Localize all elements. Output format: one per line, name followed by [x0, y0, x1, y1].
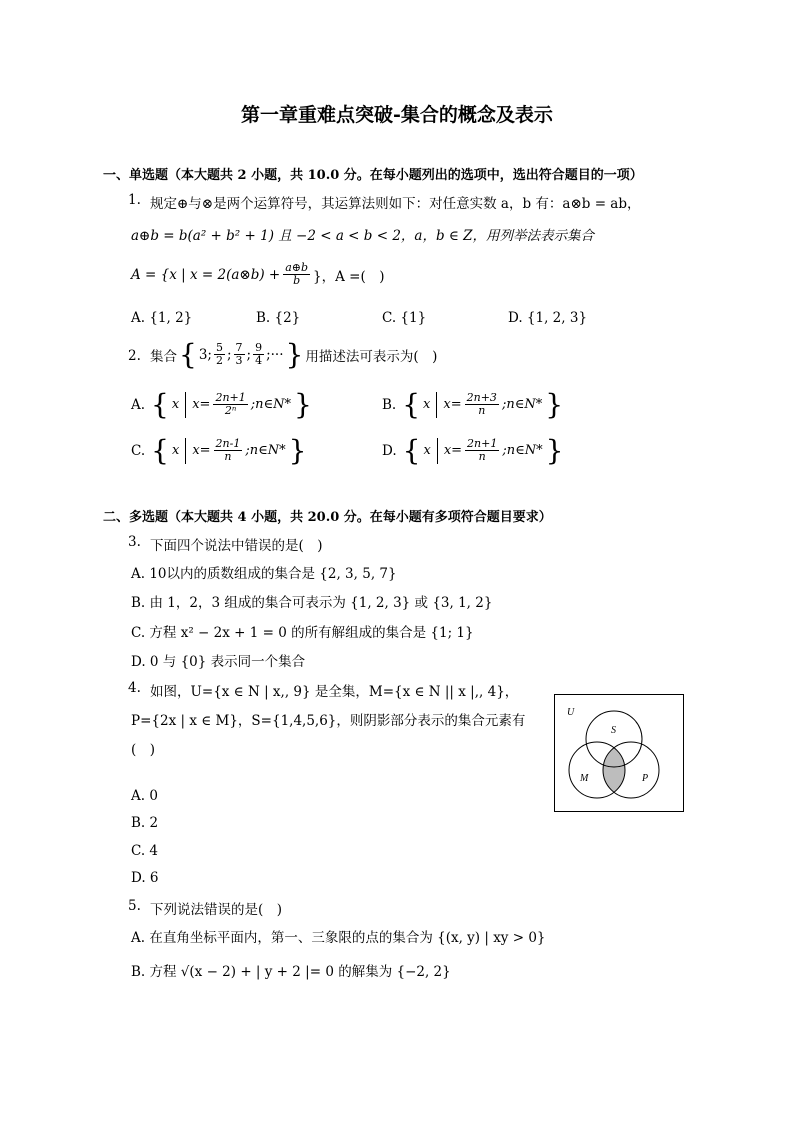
q2-option-c-label: C.	[131, 442, 146, 459]
q2-frac-3	[253, 342, 264, 367]
set-var: x	[171, 443, 180, 458]
q2-d-den: n	[478, 450, 486, 463]
q2-a-den: 2ⁿ	[224, 404, 237, 417]
q2-frac-3-den: 4	[255, 354, 263, 367]
set-var: x	[423, 397, 431, 412]
right-brace-icon: }	[545, 434, 564, 467]
q2-option-b-label: B.	[382, 396, 397, 413]
q1-line3	[131, 262, 385, 287]
set-bar	[437, 438, 438, 464]
q2-set-first: 3;	[198, 346, 212, 363]
q1-line1: 规定⊕与⊗是两个运算符号，其运算法则如下：对任意实数 a，b 有：a⊗b = ab，	[150, 196, 641, 212]
q2-a-frac	[213, 392, 247, 417]
label-p: P	[642, 773, 649, 784]
set-var: x	[423, 443, 431, 458]
set-xeq: x=	[443, 443, 463, 458]
q1-option-a[interactable]: A. {1, 2}	[131, 310, 193, 326]
q1-fraction	[283, 262, 310, 287]
q1-frac-num: a⊕b	[285, 261, 309, 274]
q4-number: 4.	[128, 680, 141, 696]
q2-option-a-set	[151, 388, 312, 421]
q2-d-num: 2n+1	[467, 437, 498, 450]
q3-number: 3.	[128, 534, 141, 550]
q2-option-a[interactable]	[131, 388, 312, 421]
q2-text-pre: 集合	[150, 348, 177, 365]
q1-option-b[interactable]: B. {2}	[256, 310, 301, 326]
q2-frac-1-num: 5	[215, 341, 223, 354]
set-xeq: x=	[192, 443, 211, 458]
q2-text-post: 用描述法可表示为( )	[305, 348, 438, 365]
label-m: M	[580, 773, 589, 784]
q2-c-den: n	[224, 450, 232, 463]
set-bar	[436, 392, 437, 418]
q1-frac-den: b	[293, 274, 301, 287]
right-brace-icon: }	[288, 434, 307, 467]
section-2-heading: 二、多选题（本大题共 4 小题，共 20.0 分。在每小题有多项符合题目要求）	[103, 510, 552, 525]
q1-set-tail: }，A =( )	[313, 268, 385, 285]
q2-stem: 集合 { 3; $\frac{5}{2}$ ; $\frac{7}{3}$ ; $\frac{9}{4}$ ;··· } 用描述法可表示为( )	[150, 338, 438, 371]
q4-line3: ( )	[131, 742, 156, 758]
q1-set-expr: A = {x | x = 2(a⊗b) +	[131, 266, 281, 283]
q3-option-a[interactable]: A. 10以内的质数组成的集合是 {2, 3, 5, 7}	[131, 566, 397, 582]
q2-frac-2-num: 7	[235, 341, 243, 354]
q2-option-d-label: D.	[382, 442, 397, 459]
q2-c-frac	[214, 438, 243, 463]
q5-option-b[interactable]: B. 方程 √(x − 2) + | y + 2 |= 0 的解集为 {−2, 2}	[131, 964, 451, 980]
set-xeq: x=	[192, 397, 211, 412]
q4-line2: P={2x | x ∈ M}，S={1,4,5,6}，则阴影部分表示的集合元素有	[131, 713, 526, 729]
q2-frac-2	[234, 342, 245, 367]
label-s: S	[611, 725, 616, 736]
q3-option-d[interactable]: D. 0 与 {0} 表示同一个集合	[131, 654, 306, 670]
q4-option-d[interactable]: D. 6	[131, 870, 159, 886]
q2-d-frac	[465, 438, 499, 463]
set-var: x	[171, 397, 180, 412]
left-brace-icon: {	[402, 388, 421, 421]
q1-option-c[interactable]: C. {1}	[382, 310, 427, 326]
left-brace-icon: {	[179, 338, 197, 371]
q2-number: 2.	[128, 348, 141, 364]
q2-option-d-set	[403, 434, 564, 467]
q2-option-b[interactable]	[382, 388, 563, 421]
q2-option-c[interactable]	[131, 434, 306, 467]
label-u: U	[567, 707, 575, 718]
right-brace-icon: }	[545, 388, 564, 421]
q3-stem: 下面四个说法中错误的是( )	[150, 538, 323, 554]
right-brace-icon: }	[285, 338, 304, 371]
set-cond: ;n∈N*	[245, 443, 286, 458]
page-title: 第一章重难点突破-集合的概念及表示	[241, 104, 553, 126]
q4-option-c[interactable]: C. 4	[131, 843, 159, 859]
section-1-heading: 一、单选题（本大题共 2 小题，共 10.0 分。在每小题列出的选项中，选出符合题目的一项）	[103, 168, 643, 183]
venn-diagram	[554, 694, 684, 812]
q2-option-a-label: A.	[131, 396, 146, 413]
q2-c-num: 2n-1	[215, 437, 241, 450]
q2-a-num: 2n+1	[215, 391, 246, 404]
venn-svg	[555, 695, 683, 811]
q2-option-c-set	[151, 434, 306, 467]
set-bar	[185, 392, 186, 418]
q1-option-d[interactable]: D. {1, 2, 3}	[508, 310, 588, 326]
set-bar	[185, 438, 186, 464]
set-xeq: x=	[443, 397, 462, 412]
q3-option-c[interactable]: C. 方程 x² − 2x + 1 = 0 的所有解组成的集合是 {1; 1}	[131, 625, 474, 641]
q2-b-frac	[465, 392, 499, 417]
q2-option-d[interactable]	[382, 434, 563, 467]
q2-frac-1-den: 2	[215, 354, 223, 367]
q2-frac-3-num: 9	[255, 341, 263, 354]
set-cond: ;n∈N*	[502, 443, 543, 458]
q5-stem: 下列说法错误的是( )	[150, 902, 283, 918]
q2-set-tail: ;···	[266, 346, 284, 363]
left-brace-icon: {	[151, 434, 169, 467]
q1-line2: a⊕b = b(a² + b² + 1) 且 −2 < a < b < 2，a，b ∈ Z，用列举法表示集合	[131, 228, 595, 244]
q5-number: 5.	[128, 898, 141, 914]
q3-option-b[interactable]: B. 由 1，2，3 组成的集合可表示为 {1, 2, 3} 或 {3, 1, 2}	[131, 595, 493, 611]
q2-frac-2-den: 3	[235, 354, 243, 367]
q5-option-a[interactable]: A. 在直角坐标平面内，第一、三象限的点的集合为 {(x, y) | xy > 0}	[131, 930, 546, 946]
q4-option-b[interactable]: B. 2	[131, 815, 159, 831]
right-brace-icon: }	[294, 388, 312, 421]
left-brace-icon: {	[402, 434, 421, 467]
set-cond: ;n∈N*	[250, 397, 292, 412]
q4-line1: 如图，U={x ∈ N | x,, 9} 是全集，M={x ∈ N || x |,, 4}，	[150, 684, 519, 700]
q2-frac-1	[214, 342, 225, 367]
q2-option-b-set	[402, 388, 563, 421]
set-cond: ;n∈N*	[501, 397, 543, 412]
q2-b-den: n	[478, 404, 486, 417]
left-brace-icon: {	[151, 388, 169, 421]
q1-number: 1.	[128, 192, 141, 208]
q4-option-a[interactable]: A. 0	[131, 788, 158, 804]
q2-b-num: 2n+3	[466, 391, 497, 404]
